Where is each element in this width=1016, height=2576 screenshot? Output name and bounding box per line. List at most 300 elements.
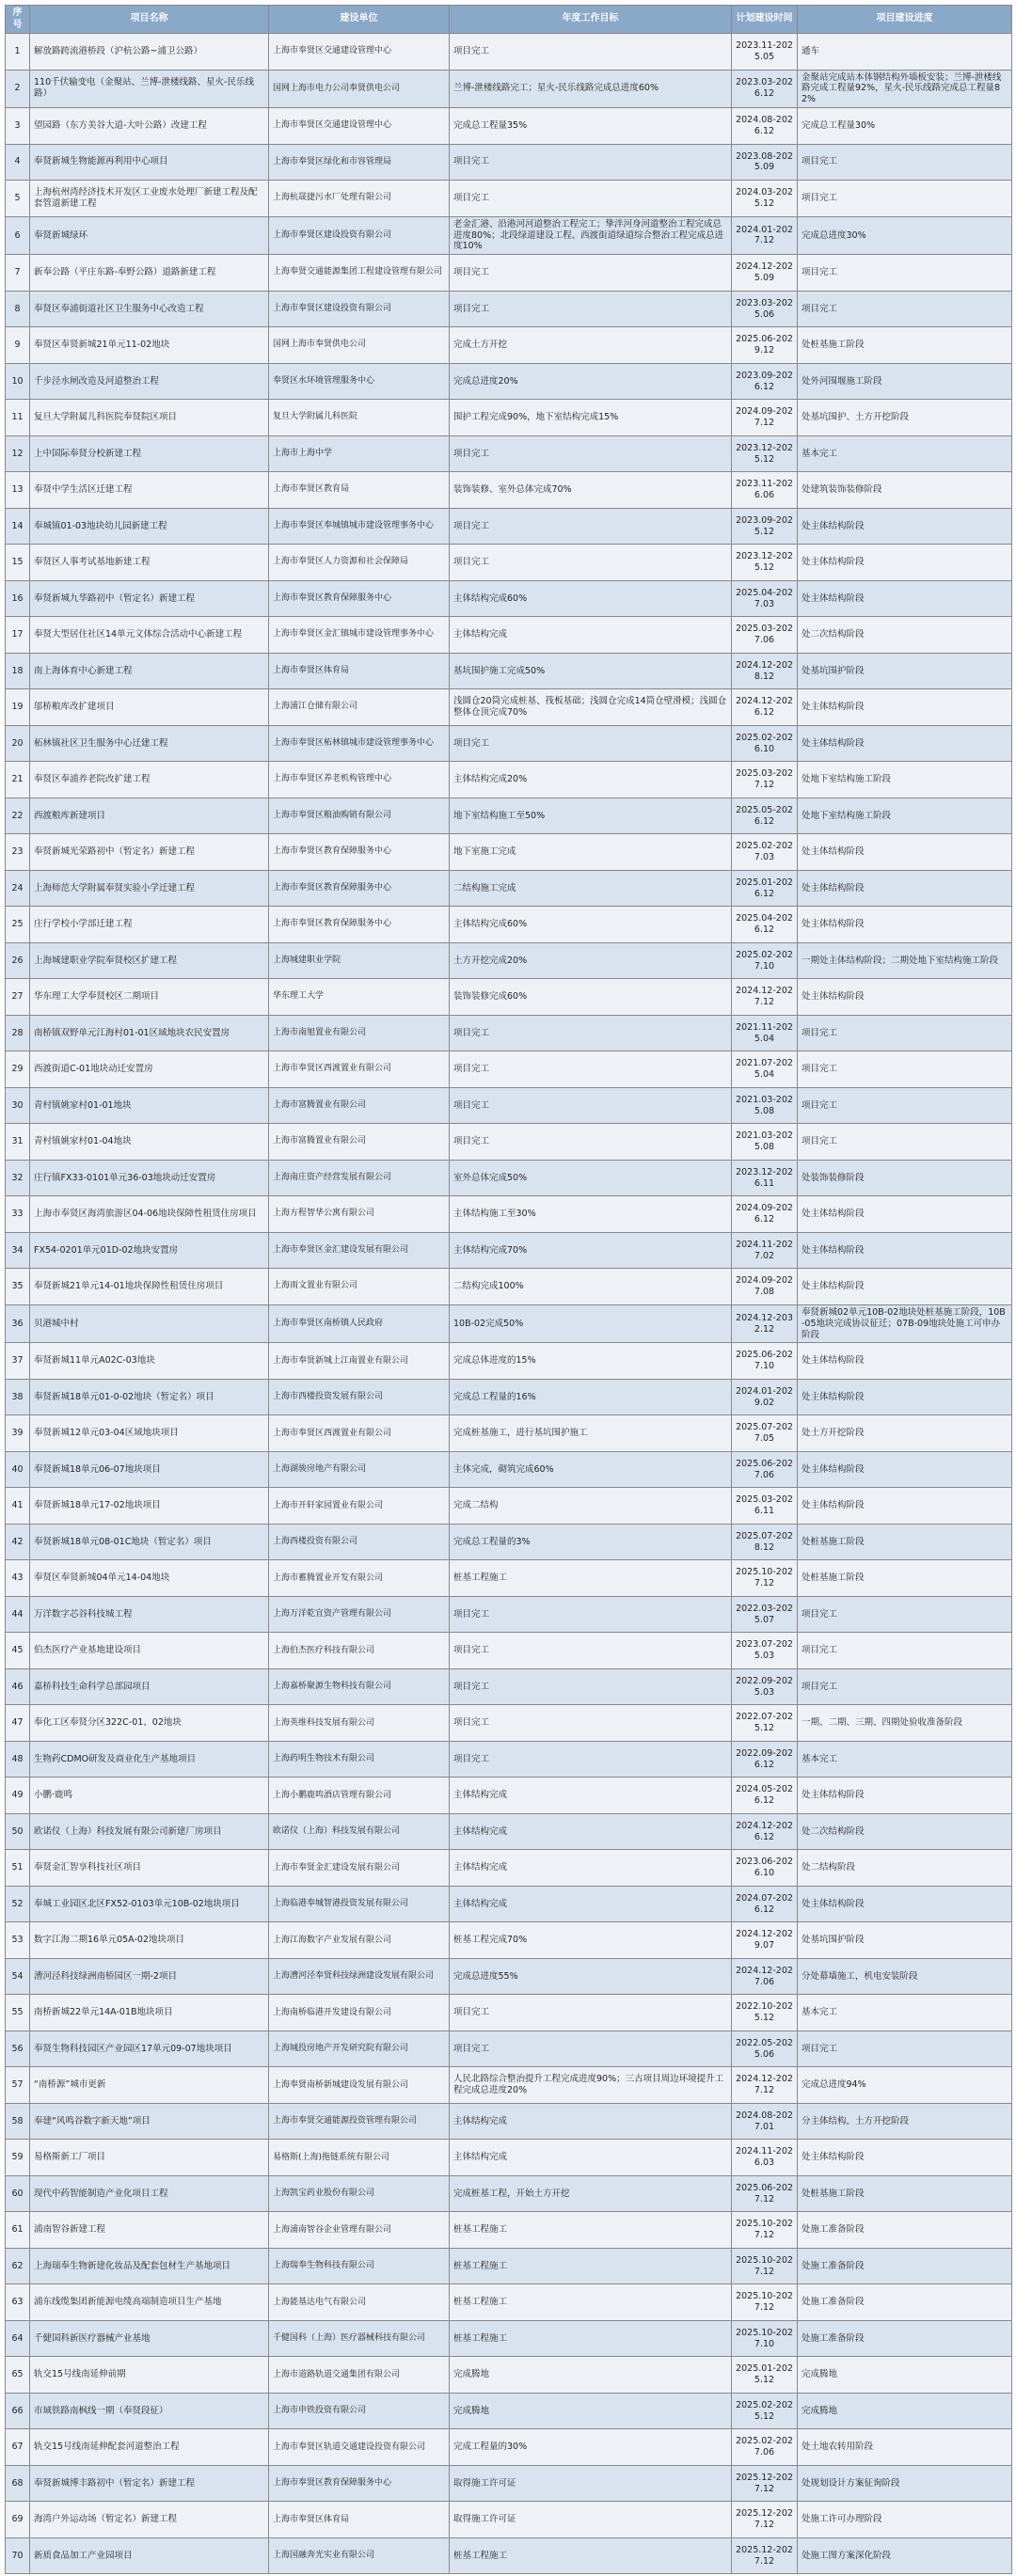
cell-no: 46 bbox=[6, 1668, 30, 1705]
cell-date: 2025.12-2027.12 bbox=[732, 2537, 798, 2574]
cell-goal: 桩基工程施工 bbox=[450, 2320, 732, 2357]
cell-goal: 主体结构完成70% bbox=[450, 1232, 732, 1269]
cell-date: 2025.12-2027.12 bbox=[732, 2465, 798, 2502]
cell-progress: 通车 bbox=[798, 34, 1012, 71]
table-row bbox=[6, 2212, 1012, 2249]
cell-goal: 项目完工 bbox=[450, 1051, 732, 1088]
cell-name: 奉贤中学生活区迁建工程 bbox=[30, 472, 269, 509]
cell-name: 南上海体育中心新建工程 bbox=[30, 653, 269, 689]
cell-unit: 上海国融奔光实业有限公司 bbox=[269, 2537, 450, 2574]
cell-progress: 基本完工 bbox=[798, 1741, 1012, 1778]
cell-unit: 上海小鹏鹿鸣酒店管理有限公司 bbox=[269, 1778, 450, 1814]
cell-name: 110千伏输变电（金聚站、兰博-泄楼线路、星火-民乐线路） bbox=[30, 70, 269, 108]
cell-unit: 上海雨文置业有限公司 bbox=[269, 1269, 450, 1305]
cell-name: 奉贤新城21单元14-01地块保障性租赁住房项目 bbox=[30, 1269, 269, 1305]
cell-progress: 处施工准备阶段 bbox=[798, 2320, 1012, 2357]
cell-name: 奉化工区奉贤分区322C-01、02地块 bbox=[30, 1705, 269, 1742]
cell-date: 2025.06-2027.10 bbox=[732, 1343, 798, 1380]
cell-goal: 桩基工程施工 bbox=[450, 2248, 732, 2284]
cell-progress: 处主体结构阶段 bbox=[798, 1488, 1012, 1525]
cell-unit: 上海浦南智谷企业管理有限公司 bbox=[269, 2212, 450, 2249]
cell-unit: 上海能基达电气有限公司 bbox=[269, 2284, 450, 2321]
cell-goal: 人民北路综合整治提升工程完成进度90%；三古项目周边环境提升工程完成总进度20% bbox=[450, 2067, 732, 2104]
cell-date: 2024.01-2029.02 bbox=[732, 1379, 798, 1415]
table-row bbox=[6, 2357, 1012, 2394]
table-row bbox=[6, 1995, 1012, 2031]
cell-goal: 项目完工 bbox=[450, 1995, 732, 2031]
cell-goal: 完成土方开挖 bbox=[450, 327, 732, 364]
table-row bbox=[6, 979, 1012, 1016]
cell-unit: 上海南庄资产经营发展有限公司 bbox=[269, 1160, 450, 1196]
table-row bbox=[6, 1087, 1012, 1124]
cell-date: 2025.01-2025.12 bbox=[732, 2357, 798, 2394]
cell-goal: 项目完工 bbox=[450, 2031, 732, 2067]
cell-unit: 上海漕河泾奉贤科技绿洲建设发展有限公司 bbox=[269, 1958, 450, 1995]
cell-progress: 分处幕墙施工，机电安装阶段 bbox=[798, 1958, 1012, 1995]
table-row bbox=[6, 2103, 1012, 2140]
cell-progress: 项目完工 bbox=[798, 2031, 1012, 2067]
cell-progress: 完成总进度94% bbox=[798, 2067, 1012, 2104]
cell-date: 2025.02-2027.03 bbox=[732, 834, 798, 871]
cell-progress: 处主体结构阶段 bbox=[798, 1232, 1012, 1269]
cell-goal: 装饰装修、室外总体完成70% bbox=[450, 472, 732, 509]
cell-name: 浦南智谷新建工程 bbox=[30, 2212, 269, 2249]
project-table bbox=[5, 5, 1012, 2574]
cell-progress: 项目完工 bbox=[798, 1668, 1012, 1705]
cell-name: 奉贤新城18单元06-07地块项目 bbox=[30, 1451, 269, 1488]
cell-progress: 处主体结构阶段 bbox=[798, 1196, 1012, 1233]
cell-progress: 完成总进度30% bbox=[798, 216, 1012, 255]
cell-progress: 处主体结构阶段 bbox=[798, 508, 1012, 545]
cell-unit: 上海市奉贤区交通建设管理中心 bbox=[269, 108, 450, 145]
cell-name: 轨交15号线南延伸前期 bbox=[30, 2357, 269, 2394]
cell-name: 上海瑞奉生物新建化妆品及配套包材生产基地项目 bbox=[30, 2248, 269, 2284]
cell-no: 20 bbox=[6, 725, 30, 762]
cell-progress: 处主体结构阶段 bbox=[798, 907, 1012, 943]
cell-no: 28 bbox=[6, 1015, 30, 1051]
cell-goal: 项目完工 bbox=[450, 1633, 732, 1669]
cell-no: 35 bbox=[6, 1269, 30, 1305]
cell-no: 63 bbox=[6, 2284, 30, 2321]
cell-progress: 处主体结构阶段 bbox=[798, 2140, 1012, 2176]
cell-name: 西渡街道C-01地块动迁安置房 bbox=[30, 1051, 269, 1088]
cell-unit: 上海市奉贤区教育保障服务中心 bbox=[269, 907, 450, 943]
cell-goal: 完成总工程量的16% bbox=[450, 1379, 732, 1415]
table-row bbox=[6, 2502, 1012, 2538]
header-unit: 建设单位 bbox=[269, 6, 450, 34]
table-row bbox=[6, 942, 1012, 979]
table-row bbox=[6, 363, 1012, 400]
table-row bbox=[6, 2067, 1012, 2104]
cell-progress: 处施工许可办理阶段 bbox=[798, 2502, 1012, 2538]
cell-date: 2025.03-2027.12 bbox=[732, 762, 798, 798]
cell-progress: 处施工图方案深化阶段 bbox=[798, 2537, 1012, 2574]
cell-progress: 完成腾地 bbox=[798, 2357, 1012, 2394]
cell-name: 上中国际奉贤分校新建工程 bbox=[30, 435, 269, 472]
cell-progress: 分主体结构，土方开挖阶段 bbox=[798, 2103, 1012, 2140]
cell-goal: 主体结构完成 bbox=[450, 1813, 732, 1850]
cell-unit: 上海方程智华公寓有限公司 bbox=[269, 1196, 450, 1233]
table-row bbox=[6, 617, 1012, 654]
table-row bbox=[6, 2429, 1012, 2466]
cell-name: 奉贤新城18单元08-01C地块（暂定名）项目 bbox=[30, 1524, 269, 1560]
cell-date: 2024.12-2029.07 bbox=[732, 1922, 798, 1959]
cell-name: 浦东线缆集团新能源电缆高端制造项目生产基地 bbox=[30, 2284, 269, 2321]
cell-date: 2025.07-2028.12 bbox=[732, 1524, 798, 1560]
cell-goal: 10B-02完成50% bbox=[450, 1304, 732, 1343]
cell-name: 奉贤新城生物能源再利用中心项目 bbox=[30, 144, 269, 181]
cell-progress: 处土方开挖阶段 bbox=[798, 1415, 1012, 1452]
cell-unit: 上海市奉贤区金汇镇城市建设管理事务中心 bbox=[269, 617, 450, 654]
cell-unit: 上海市富腾置业有限公司 bbox=[269, 1087, 450, 1124]
table-row bbox=[6, 216, 1012, 255]
cell-goal: 完成腾地 bbox=[450, 2357, 732, 2394]
cell-goal: 围护工程完成90%，地下室结构完成15% bbox=[450, 400, 732, 436]
cell-name: 数字江海二期16单元05A-02地块项目 bbox=[30, 1922, 269, 1959]
cell-no: 68 bbox=[6, 2465, 30, 2502]
table-row bbox=[6, 508, 1012, 545]
cell-date: 2024.12-2026.12 bbox=[732, 689, 798, 726]
table-row bbox=[6, 1304, 1012, 1343]
cell-name: 海湾户外运动场（暂定名）新建工程 bbox=[30, 2502, 269, 2538]
table-row bbox=[6, 1232, 1012, 1269]
cell-goal: 主体结构完成 bbox=[450, 617, 732, 654]
cell-unit: 上海市开轩家园置业有限公司 bbox=[269, 1488, 450, 1525]
cell-unit: 上海市奉贤交通能源投资管理有限公司 bbox=[269, 2103, 450, 2140]
cell-unit: 上海市奉贤新城上江南置业有限公司 bbox=[269, 1343, 450, 1380]
cell-progress: 一期、二期、三期、四期处验收准备阶段 bbox=[798, 1705, 1012, 1742]
cell-date: 2024.07-2026.12 bbox=[732, 1886, 798, 1922]
cell-name: 现代中药智能制造产业化项目工程 bbox=[30, 2175, 269, 2212]
cell-name: 欧诺仪（上海）科技发展有限公司新建厂房项目 bbox=[30, 1813, 269, 1850]
cell-no: 5 bbox=[6, 181, 30, 217]
table-row bbox=[6, 1379, 1012, 1415]
cell-no: 21 bbox=[6, 762, 30, 798]
cell-name: 上海杭州湾经济技术开发区工业废水处理厂新建工程及配套管道新建工程 bbox=[30, 181, 269, 217]
cell-date: 2021.03-2025.08 bbox=[732, 1124, 798, 1161]
cell-progress: 项目完工 bbox=[798, 1015, 1012, 1051]
cell-date: 2022.09-2026.12 bbox=[732, 1741, 798, 1778]
cell-name: 柘林镇社区卫生服务中心迁建工程 bbox=[30, 725, 269, 762]
cell-name: 上海师范大学附属奉贤实验小学迁建工程 bbox=[30, 870, 269, 907]
cell-no: 27 bbox=[6, 979, 30, 1016]
cell-date: 2022.10-2025.12 bbox=[732, 1995, 798, 2031]
cell-no: 56 bbox=[6, 2031, 30, 2067]
cell-name: 新质食品加工产业园项目 bbox=[30, 2537, 269, 2574]
cell-unit: 上海市西楼投资发展有限公司 bbox=[269, 1379, 450, 1415]
cell-unit: 上海市蓄腾置业开发有限公司 bbox=[269, 1560, 450, 1597]
cell-goal: 主体结构完成 bbox=[450, 1850, 732, 1887]
cell-date: 2024.12-2027.12 bbox=[732, 2067, 798, 2104]
cell-no: 12 bbox=[6, 435, 30, 472]
cell-unit: 上海市奉贤区南桥镇人民政府 bbox=[269, 1304, 450, 1343]
cell-name: 漕河泾科技绿洲南桥园区一期-2项目 bbox=[30, 1958, 269, 1995]
cell-name: 贝港城中村 bbox=[30, 1304, 269, 1343]
cell-name: 上海城建职业学院奉贤校区扩建工程 bbox=[30, 942, 269, 979]
cell-unit: 上海市奉贤区教育保障服务中心 bbox=[269, 2465, 450, 2502]
cell-unit: 上海湖骏房地产有限公司 bbox=[269, 1451, 450, 1488]
cell-no: 70 bbox=[6, 2537, 30, 2574]
table-row bbox=[6, 1886, 1012, 1922]
cell-progress: 基本完工 bbox=[798, 435, 1012, 472]
cell-goal: 桩基工程完成70% bbox=[450, 1922, 732, 1959]
cell-no: 29 bbox=[6, 1051, 30, 1088]
cell-no: 9 bbox=[6, 327, 30, 364]
cell-progress: 处主体结构阶段 bbox=[798, 1451, 1012, 1488]
cell-unit: 上海市奉贤区教育局 bbox=[269, 472, 450, 509]
table-row bbox=[6, 1813, 1012, 1850]
cell-goal: 项目完工 bbox=[450, 1015, 732, 1051]
cell-unit: 上海城建职业学院 bbox=[269, 942, 450, 979]
cell-no: 7 bbox=[6, 255, 30, 292]
cell-goal: 主体结构完成20% bbox=[450, 762, 732, 798]
table-row bbox=[6, 1051, 1012, 1088]
cell-name: 华东理工大学奉贤校区二期项目 bbox=[30, 979, 269, 1016]
cell-no: 38 bbox=[6, 1379, 30, 1415]
cell-unit: 上海药明生物技术有限公司 bbox=[269, 1741, 450, 1778]
cell-no: 1 bbox=[6, 34, 30, 71]
cell-no: 44 bbox=[6, 1596, 30, 1633]
cell-goal: 主体结构施工至30% bbox=[450, 1196, 732, 1233]
cell-date: 2024.12-2028.12 bbox=[732, 653, 798, 689]
table-row bbox=[6, 1922, 1012, 1959]
cell-unit: 上海市申铁投资有限公司 bbox=[269, 2393, 450, 2429]
cell-goal: 主体结构完成 bbox=[450, 1886, 732, 1922]
cell-goal: 主体结构完成60% bbox=[450, 907, 732, 943]
cell-unit: 上海浦江仓储有限公司 bbox=[269, 689, 450, 726]
cell-date: 2023.12-2025.12 bbox=[732, 435, 798, 472]
cell-no: 48 bbox=[6, 1741, 30, 1778]
cell-progress: 处桩基施工阶段 bbox=[798, 1560, 1012, 1597]
cell-date: 2025.01-2026.12 bbox=[732, 870, 798, 907]
cell-progress: 处主体结构阶段 bbox=[798, 1778, 1012, 1814]
cell-no: 34 bbox=[6, 1232, 30, 1269]
cell-date: 2021.07-2025.04 bbox=[732, 1051, 798, 1088]
cell-no: 13 bbox=[6, 472, 30, 509]
cell-unit: 上海市奉贤区教育保障服务中心 bbox=[269, 834, 450, 871]
cell-no: 66 bbox=[6, 2393, 30, 2429]
cell-no: 33 bbox=[6, 1196, 30, 1233]
cell-progress: 处主体结构阶段 bbox=[798, 870, 1012, 907]
table-row bbox=[6, 108, 1012, 145]
cell-name: 解放路跨流港桥段（沪杭公路~浦卫公路） bbox=[30, 34, 269, 71]
cell-name: 千步泾水闸改造及河道整治工程 bbox=[30, 363, 269, 400]
cell-date: 2025.12-2027.12 bbox=[732, 2502, 798, 2538]
cell-goal: 主体结构完成 bbox=[450, 1778, 732, 1814]
cell-date: 2025.10-2027.12 bbox=[732, 1560, 798, 1597]
cell-no: 8 bbox=[6, 291, 30, 327]
table-row bbox=[6, 2284, 1012, 2321]
cell-unit: 上海市奉贤金汇建设发展有限公司 bbox=[269, 1850, 450, 1887]
cell-name: 奉贤区奉贤新城21单元11-02地块 bbox=[30, 327, 269, 364]
cell-name: 奉城工业园区北区FX52-0103单元10B-02地块项目 bbox=[30, 1886, 269, 1922]
cell-progress: 处建筑装饰装修阶段 bbox=[798, 472, 1012, 509]
cell-date: 2024.03-2025.12 bbox=[732, 181, 798, 217]
cell-no: 61 bbox=[6, 2212, 30, 2249]
cell-goal: 项目完工 bbox=[450, 1741, 732, 1778]
table-row bbox=[6, 1160, 1012, 1196]
cell-goal: 项目完工 bbox=[450, 34, 732, 71]
cell-progress: 处主体结构阶段 bbox=[798, 1343, 1012, 1380]
cell-unit: 易格斯(上海)拖链系统有限公司 bbox=[269, 2140, 450, 2176]
cell-no: 58 bbox=[6, 2103, 30, 2140]
cell-name: 庄行镇FX33-0101单元36-03地块动迁安置房 bbox=[30, 1160, 269, 1196]
cell-no: 51 bbox=[6, 1850, 30, 1887]
cell-progress: 一期处主体结构阶段；二期处地下室结构施工阶段 bbox=[798, 942, 1012, 979]
cell-name: 千健国科新医疗器械产业基地 bbox=[30, 2320, 269, 2357]
cell-unit: 奉贤区水环境管理服务中心 bbox=[269, 363, 450, 400]
cell-no: 32 bbox=[6, 1160, 30, 1196]
cell-progress: 处主体结构阶段 bbox=[798, 689, 1012, 726]
cell-goal: 项目完工 bbox=[450, 1087, 732, 1124]
cell-goal: 项目完工 bbox=[450, 1668, 732, 1705]
cell-date: 2025.10-2027.12 bbox=[732, 2248, 798, 2284]
cell-goal: 项目完工 bbox=[450, 508, 732, 545]
cell-progress: 处二次结构阶段 bbox=[798, 1813, 1012, 1850]
cell-unit: 上海市奉贤区西渡置业有限公司 bbox=[269, 1415, 450, 1452]
cell-date: 2024.12-2027.12 bbox=[732, 979, 798, 1016]
cell-name: 奉建“风鸣谷数字新天地”项目 bbox=[30, 2103, 269, 2140]
cell-progress: 处外河围堰施工阶段 bbox=[798, 363, 1012, 400]
cell-progress: 处主体结构阶段 bbox=[798, 580, 1012, 617]
cell-name: 西渡粮库新建项目 bbox=[30, 798, 269, 834]
table-row bbox=[6, 1524, 1012, 1560]
cell-unit: 上海西楼投资有限公司 bbox=[269, 1524, 450, 1560]
cell-name: “南桥源”城市更新 bbox=[30, 2067, 269, 2104]
cell-name: FX54-0201单元01D-02地块安置房 bbox=[30, 1232, 269, 1269]
cell-unit: 上海市道路轨道交通集团有限公司 bbox=[269, 2357, 450, 2394]
cell-goal: 主体结构完成 bbox=[450, 2140, 732, 2176]
table-header-row bbox=[6, 6, 1012, 34]
cell-name: 轨交15号线南延伸配套河道整治工程 bbox=[30, 2429, 269, 2466]
cell-no: 37 bbox=[6, 1343, 30, 1380]
cell-goal: 项目完工 bbox=[450, 144, 732, 181]
cell-progress: 处装饰装修阶段 bbox=[798, 1160, 1012, 1196]
table-row bbox=[6, 1778, 1012, 1814]
table-row bbox=[6, 1560, 1012, 1597]
cell-unit: 上海万洋乾宜资产管理有限公司 bbox=[269, 1596, 450, 1633]
cell-progress: 项目完工 bbox=[798, 1051, 1012, 1088]
cell-date: 2025.02-2027.06 bbox=[732, 2429, 798, 2466]
cell-progress: 奉贤新城02单元10B-02地块处桩基施工阶段，10B-05地块完成协议征迁；07B-09地块处施工可申办阶段 bbox=[798, 1304, 1012, 1343]
cell-goal: 兰博-泄楼线路完工；星火-民乐线路完成总进度60% bbox=[450, 70, 732, 108]
cell-name: 生物药CDMO研发及商业化生产基地项目 bbox=[30, 1741, 269, 1778]
cell-date: 2025.07-2027.05 bbox=[732, 1415, 798, 1452]
table-row bbox=[6, 1015, 1012, 1051]
cell-unit: 上海奉贤交通能源集团工程建设管理有限公司 bbox=[269, 255, 450, 292]
cell-goal: 桩基工程施工 bbox=[450, 2212, 732, 2249]
cell-date: 2025.06-2027.12 bbox=[732, 2175, 798, 2212]
cell-no: 43 bbox=[6, 1560, 30, 1597]
cell-goal: 桩基工程施工 bbox=[450, 1560, 732, 1597]
cell-goal: 主体完成，砌筑完成60% bbox=[450, 1451, 732, 1488]
cell-name: 易格斯新工厂项目 bbox=[30, 2140, 269, 2176]
cell-progress: 处土地农转用阶段 bbox=[798, 2429, 1012, 2466]
cell-progress: 完成总工程量30% bbox=[798, 108, 1012, 145]
cell-no: 4 bbox=[6, 144, 30, 181]
table-row bbox=[6, 2175, 1012, 2212]
cell-name: 庄行学校小学部迁建工程 bbox=[30, 907, 269, 943]
cell-goal: 装饰装修完成60% bbox=[450, 979, 732, 1016]
cell-unit: 上海市上海中学 bbox=[269, 435, 450, 472]
cell-no: 14 bbox=[6, 508, 30, 545]
cell-progress: 项目完工 bbox=[798, 144, 1012, 181]
cell-date: 2024.01-2027.12 bbox=[732, 216, 798, 255]
cell-date: 2024.05-2026.12 bbox=[732, 1778, 798, 1814]
cell-goal: 项目完工 bbox=[450, 291, 732, 327]
cell-no: 36 bbox=[6, 1304, 30, 1343]
cell-unit: 上海市奉贤区教育保障服务中心 bbox=[269, 580, 450, 617]
cell-no: 64 bbox=[6, 2320, 30, 2357]
cell-unit: 上海市奉贤区绿化和市容管理局 bbox=[269, 144, 450, 181]
cell-no: 50 bbox=[6, 1813, 30, 1850]
table-row bbox=[6, 689, 1012, 726]
cell-unit: 上海临港奉城智港投资发展有限公司 bbox=[269, 1886, 450, 1922]
cell-no: 3 bbox=[6, 108, 30, 145]
cell-no: 2 bbox=[6, 70, 30, 108]
cell-date: 2024.12-2027.06 bbox=[732, 1958, 798, 1995]
cell-no: 62 bbox=[6, 2248, 30, 2284]
cell-date: 2021.03-2025.08 bbox=[732, 1087, 798, 1124]
cell-no: 57 bbox=[6, 2067, 30, 2104]
cell-unit: 上海市南旭置业有限公司 bbox=[269, 1015, 450, 1051]
table-row bbox=[6, 580, 1012, 617]
cell-unit: 上海市奉贤区轨道交通建设投资有限公司 bbox=[269, 2429, 450, 2466]
cell-progress: 处二次结构阶段 bbox=[798, 617, 1012, 654]
cell-goal: 桩基工程施工 bbox=[450, 2537, 732, 2574]
cell-no: 31 bbox=[6, 1124, 30, 1161]
cell-unit: 上海奉贤南桥新城建设发展有限公司 bbox=[269, 2067, 450, 2104]
cell-goal: 浅圆仓20筒完成桩基、筏板基础；浅圆仓完成14筒仓壁滑模；浅圆仓整体仓顶完成70% bbox=[450, 689, 732, 726]
cell-date: 2025.10-2027.10 bbox=[732, 2320, 798, 2357]
cell-unit: 上海嘉桥聚源生物科技有限公司 bbox=[269, 1668, 450, 1705]
cell-no: 53 bbox=[6, 1922, 30, 1959]
table-row bbox=[6, 400, 1012, 436]
cell-progress: 处主体结构阶段 bbox=[798, 545, 1012, 581]
cell-name: 奉贤区奉浦养老院改扩建工程 bbox=[30, 762, 269, 798]
cell-no: 24 bbox=[6, 870, 30, 907]
cell-progress: 处施工准备阶段 bbox=[798, 2212, 1012, 2249]
cell-date: 2024.08-2026.12 bbox=[732, 108, 798, 145]
cell-goal: 项目完工 bbox=[450, 1124, 732, 1161]
cell-goal: 二结构施工完成 bbox=[450, 870, 732, 907]
cell-unit: 上海瑞奉生物科技有限公司 bbox=[269, 2248, 450, 2284]
cell-progress: 处主体结构阶段 bbox=[798, 1379, 1012, 1415]
cell-goal: 完成工程量的30% bbox=[450, 2429, 732, 2466]
cell-name: 奉贤新城18单元17-02地块项目 bbox=[30, 1488, 269, 1525]
cell-goal: 地下室施工完成 bbox=[450, 834, 732, 871]
cell-progress: 处基坑围护阶段 bbox=[798, 1922, 1012, 1959]
table-row bbox=[6, 870, 1012, 907]
cell-progress: 项目完工 bbox=[798, 1087, 1012, 1124]
cell-goal: 项目完工 bbox=[450, 725, 732, 762]
cell-progress: 处主体结构阶段 bbox=[798, 1886, 1012, 1922]
cell-progress: 处主体结构阶段 bbox=[798, 1269, 1012, 1305]
cell-name: 新奉公路（平庄东路-奉野公路）道路新建工程 bbox=[30, 255, 269, 292]
table-row bbox=[6, 2140, 1012, 2176]
cell-unit: 上海市奉贤区粮油购销有限公司 bbox=[269, 798, 450, 834]
cell-date: 2025.10-2027.12 bbox=[732, 2212, 798, 2249]
cell-unit: 上海城投房地产开发研究院有限公司 bbox=[269, 2031, 450, 2067]
cell-no: 45 bbox=[6, 1633, 30, 1669]
cell-goal: 项目完工 bbox=[450, 545, 732, 581]
table-row bbox=[6, 2320, 1012, 2357]
cell-name: 青村镇姚家村01-04地块 bbox=[30, 1124, 269, 1161]
cell-unit: 上海市奉贤区金汇建设发展有限公司 bbox=[269, 1232, 450, 1269]
cell-no: 60 bbox=[6, 2175, 30, 2212]
table-row bbox=[6, 34, 1012, 71]
cell-unit: 国网上海市奉贤供电公司 bbox=[269, 327, 450, 364]
